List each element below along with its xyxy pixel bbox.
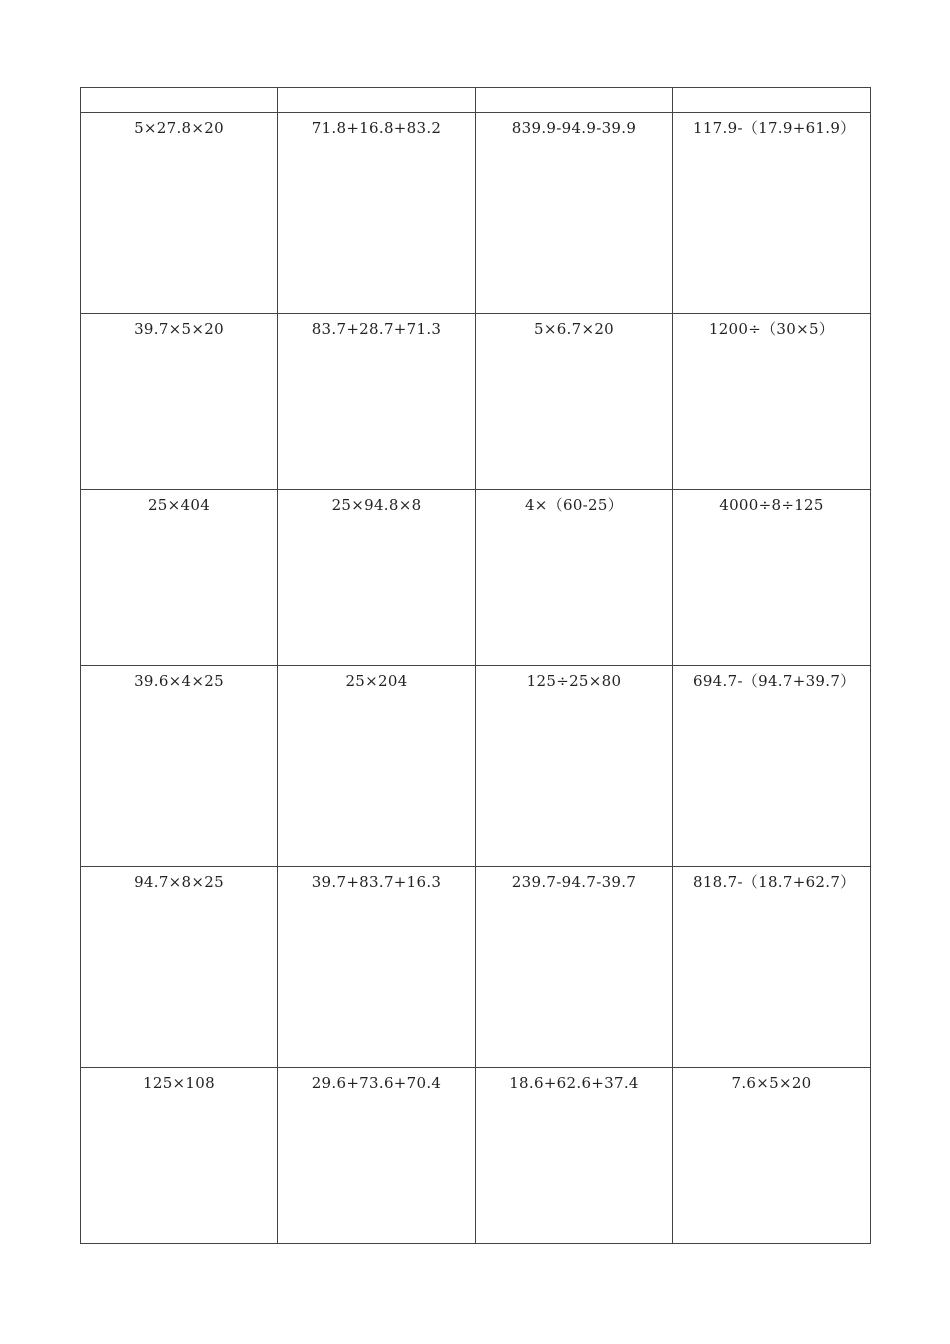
table-row: [81, 113, 871, 314]
problem-cell: 818.7-（18.7+62.7）: [673, 867, 871, 1068]
problem-cell: 25×404: [81, 490, 278, 666]
table-row: [81, 1068, 871, 1244]
header-cell: [476, 88, 673, 113]
problem-cell: 839.9-94.9-39.9: [476, 113, 673, 314]
table-row: [81, 666, 871, 867]
problem-cell: 4000÷8÷125: [673, 490, 871, 666]
problem-cell: 125÷25×80: [476, 666, 673, 867]
table-row: [81, 314, 871, 490]
table-row: [81, 490, 871, 666]
problem-cell: 25×204: [278, 666, 476, 867]
problem-cell: 39.7+83.7+16.3: [278, 867, 476, 1068]
problem-cell: 4×（60-25）: [476, 490, 673, 666]
problem-cell: 239.7-94.7-39.7: [476, 867, 673, 1068]
problem-cell: 5×6.7×20: [476, 314, 673, 490]
problem-cell: 117.9-（17.9+61.9）: [673, 113, 871, 314]
problem-cell: 39.7×5×20: [81, 314, 278, 490]
problem-cell: 39.6×4×25: [81, 666, 278, 867]
problem-cell: 25×94.8×8: [278, 490, 476, 666]
problem-cell: 71.8+16.8+83.2: [278, 113, 476, 314]
problem-cell: 694.7-（94.7+39.7）: [673, 666, 871, 867]
problem-cell: 1200÷（30×5）: [673, 314, 871, 490]
problem-cell: 83.7+28.7+71.3: [278, 314, 476, 490]
problem-cell: 5×27.8×20: [81, 113, 278, 314]
problem-cell: 29.6+73.6+70.4: [278, 1068, 476, 1244]
header-cell: [81, 88, 278, 113]
problem-cell: 18.6+62.6+37.4: [476, 1068, 673, 1244]
header-cell: [278, 88, 476, 113]
problem-cell: 125×108: [81, 1068, 278, 1244]
header-row: [81, 88, 871, 113]
table-row: [81, 867, 871, 1068]
problem-cell: 7.6×5×20: [673, 1068, 871, 1244]
header-cell: [673, 88, 871, 113]
worksheet-table: [80, 87, 871, 1244]
problem-cell: 94.7×8×25: [81, 867, 278, 1068]
